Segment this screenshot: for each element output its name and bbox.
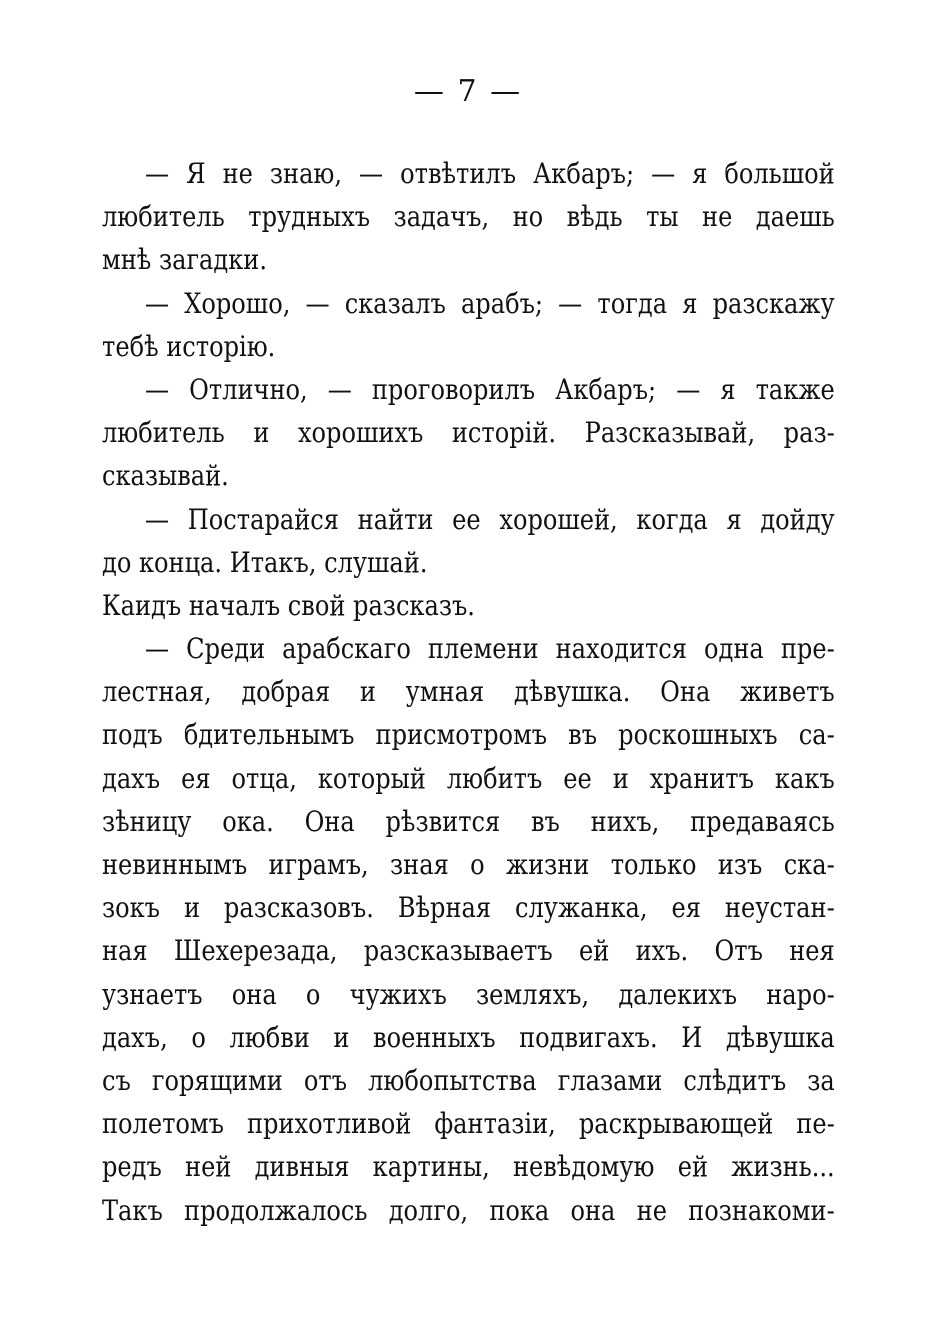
text-line: — Хорошо, — сказалъ арабъ; — тогда я разскажу (145, 286, 835, 320)
text-line: — Постарайся найти ее хорошей, когда я дойду (145, 502, 835, 536)
text-line: лестная, добрая и умная дѣвушка. Она живетъ (102, 675, 835, 709)
text-line: Такъ продолжалось долго, пока она не познакоми- (102, 1193, 835, 1227)
text-line: подъ бдительнымъ присмотромъ въ роскошныхъ са- (102, 718, 835, 752)
text-line: зокъ и разсказовъ. Вѣрная служанка, ея неустан- (102, 891, 835, 925)
text-line: — Отлично, — проговорилъ Акбаръ; — я также (145, 372, 835, 406)
text-line: до конца. Итакъ, слушай. (102, 545, 428, 579)
text-line: дахъ ея отца, который любитъ ее и хранитъ какъ (102, 761, 835, 795)
text-line: зѣницу ока. Она рѣзвится въ нихъ, предаваясь (102, 804, 835, 838)
text-line: сказывай. (102, 459, 229, 493)
text-line: ная Шехерезада, разсказываетъ ей ихъ. Отъ нея (102, 934, 835, 968)
text-line: узнаетъ она о чужихъ земляхъ, далекихъ наро- (102, 977, 835, 1011)
text-line: дахъ, о любви и военныхъ подвигахъ. И дѣвушка (102, 1020, 835, 1054)
text-line: Каидъ началъ свой разсказъ. (102, 588, 475, 622)
text-line: невиннымъ играмъ, зная о жизни только изъ ска- (102, 848, 835, 881)
text-line: любитель и хорошихъ исторій. Разсказывай, раз- (102, 416, 835, 450)
text-line: мнѣ загадки. (102, 243, 267, 277)
text-line: — Среди арабскаго племени находится одна пре- (145, 632, 835, 666)
text-line: тебѣ исторію. (102, 329, 276, 363)
body-text (102, 152, 835, 1232)
page-number: — 7 — (413, 74, 523, 109)
text-line: полетомъ прихотливой фантазіи, раскрывающей пе- (102, 1107, 835, 1141)
text-line: — Я не знаю, — отвѣтилъ Акбаръ; — я большой (145, 157, 835, 190)
text-line: редъ ней дивныя картины, невѣдомую ей жизнь... (102, 1150, 835, 1184)
text-line: любитель трудныхъ задачъ, но вѣдь ты не даешь (102, 200, 835, 234)
text-line: съ горящими отъ любопытства глазами слѣдитъ за (102, 1063, 835, 1097)
